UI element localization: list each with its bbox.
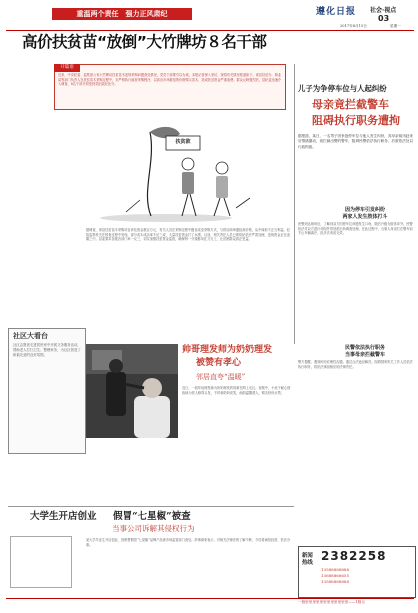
- right-headline-1: 儿子为争停车位与人起纠纷: [298, 84, 387, 93]
- right-sub-headline-1: 因为停车引发纠纷: [344, 207, 385, 213]
- barber-headline-2: 被赞有孝心: [196, 358, 242, 368]
- right-lead: 据报道，某日，一名男子因争抢停车位与他人发生纠纷，其母亲闻讯赶来后情绪激动，竟拦截出警的警车，阻碍民警依法执行职务，后被依法处以行政拘留。: [298, 134, 413, 149]
- student-subheadline: 当事公司诉解其侵权行为: [112, 524, 195, 533]
- hotline-phone-2: 13688866655: [321, 573, 349, 578]
- section-title: 社会·视点: [370, 7, 397, 14]
- barber-photo: [86, 344, 178, 438]
- lead-box: [54, 64, 286, 110]
- issue-weekday: 星期一: [390, 24, 401, 28]
- student-headline-part1: 大学生开店创业: [30, 511, 97, 522]
- main-headline: 高价扶贫苗“放倒”大竹牌坊８名干部: [22, 33, 267, 51]
- right-sub-headline-2: 两家人发生肢体打斗: [342, 214, 388, 220]
- right-body-2: 警方提醒，遇到纠纷应理性沟通，通过合法途径解决。阻碍国家机关工作人员依法执行职务，将依法承担相应的法律责任。: [298, 360, 413, 369]
- barber-subheadline: 邻居直夸“温暖”: [196, 373, 246, 381]
- section-rule: [8, 506, 294, 507]
- student-headline: [30, 510, 292, 523]
- student-text: 某大学毕业生开店创业，因销售假冒“七星椒”品牌产品被市场监管部门查处。涉事商家表示，对相关法律法规了解不够，今后将诚信经营，依法办事。: [86, 538, 291, 547]
- community-inset: [8, 328, 86, 454]
- right-sub-headline-3: 民警依法执行职务: [344, 345, 385, 351]
- banner-text: 重温两个责任 强力正风肃纪: [76, 10, 168, 18]
- right-body-1: 民警到达现场后，了解到双方因停车位问题发生口角，随后升级为肢体冲突。民警依法对双方进行劝阻并带回派出所调查处理。在此过程中，当事人母亲拦在警车前不让车辆离开，经多次劝说无效。: [298, 222, 413, 236]
- column-divider: [294, 64, 295, 344]
- barber-text: 近日，一段年轻理发师为奶奶理发的视频在网上走红。视频中，小伙子耐心细致地为老人修剪头发，不时和奶奶说笑，画面温馨感人，网友纷纷点赞。: [182, 386, 291, 395]
- cartoon-illustration: [96, 112, 258, 224]
- footer-text: 一版里里里里里里里里里里里里——1版元: [298, 600, 365, 604]
- inset-text: 社区志愿者走进居民家中开展义务服务活动，帮助老人打扫卫生、整理家务，为社区营造了和谐友爱的良好氛围。: [13, 343, 81, 357]
- page-number: 03: [378, 14, 390, 23]
- footer-rule: [6, 598, 414, 599]
- hotline-number: 2382258: [321, 549, 387, 563]
- issue-date: 2017年8月15日: [340, 24, 367, 28]
- inset-tag: 社区大看台: [13, 331, 48, 340]
- barber-headline: 帅哥理发师为奶奶理发: [182, 345, 273, 355]
- right-sub-headline-4: 当事母亲拦截警车: [344, 352, 385, 358]
- column-tag: 开篇语: [54, 64, 80, 72]
- cartoon-caption: 扶贫款: [175, 139, 191, 145]
- hotline-label: 新闻热线: [302, 553, 313, 566]
- lead-text: 近来，中央纪委、监察部公布大竹牌坊扶贫苗木违规采购问题查处情况，党员干部要引以为戒。本报记者深入采访，现将有关情况报道如下。该县扶贫办、林业局等部门负责人在扶贫苗木采购过程中，未严格执行政府采购程序，以高出市场数倍的价格购买苗木，造成扶贫资金严重浪费。群众反映强烈后，县纪委迅速介入调查，8名干部分别受到党纪政纪处分。: [58, 73, 282, 87]
- hotline-phone-1: 13588888888: [321, 567, 349, 572]
- newspaper-logo: 遵化日报: [316, 7, 357, 17]
- masthead-banner: [52, 8, 192, 20]
- article-body: 据调查，该县扶贫苗木采购项目涉及资金数百万元，有关人员在采购过程中擅自改变采购方式，与供应商串通抬高价格，从中谋取不正当利益。纪检监察机关在核查过程中发现，部分苗木成活率不足三成，大量扶贫资金打了水漂。目前，相关责任人员已被依纪依法严肃处理，违规资金正在追缴之中。县委要求各级各部门举一反三，切实加强扶贫资金监管，确保每一分钱都用在刀刃上，让贫困群众真正受益。: [86, 228, 290, 242]
- hotline-phone-3: 13588888888: [321, 579, 349, 584]
- hotline-box: [298, 546, 416, 598]
- editor-credits: [10, 536, 72, 588]
- right-headline-2: 母亲竟拦截警车: [312, 98, 389, 111]
- student-headline-part2: 假冒“七星椒”被查: [113, 511, 191, 522]
- right-headline-3: 阻碍执行职务遭拘: [312, 114, 400, 127]
